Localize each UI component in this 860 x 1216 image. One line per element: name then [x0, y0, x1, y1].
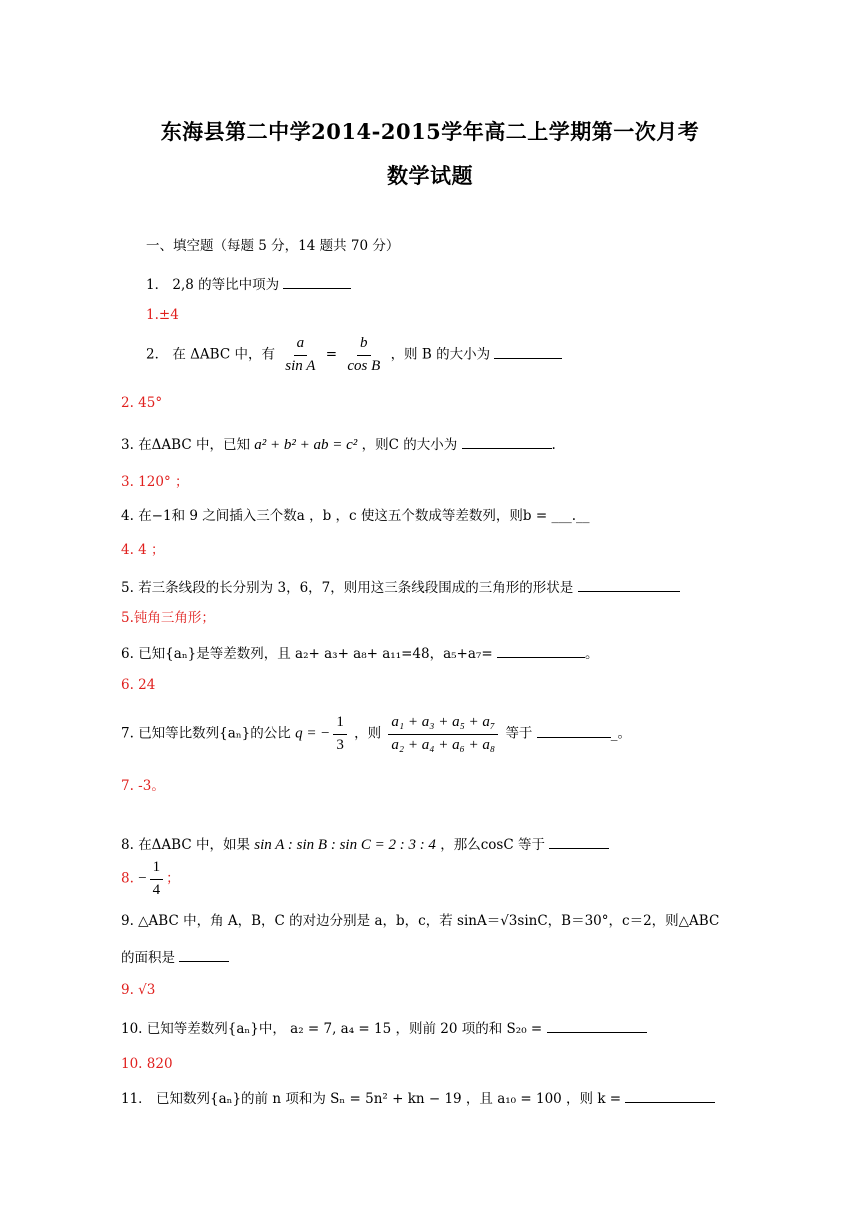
math-expression: a² + b² + ab = c² — [254, 437, 358, 453]
answer-8 — [121, 858, 180, 900]
answer-blank — [494, 344, 562, 359]
question-text: 在 ΔABC 中，有 — [172, 346, 275, 363]
math-expression: sin A : sin B : sin C = 2 : 3 : 4 — [254, 837, 436, 853]
answer-3: 3. 120° ； — [121, 474, 189, 490]
denominator: cos B — [347, 357, 381, 374]
question-number: 3. — [121, 437, 134, 453]
question-11 — [121, 1088, 715, 1107]
answer-blank — [625, 1088, 715, 1103]
question-text: ，则 B 的大小为 — [390, 346, 491, 363]
numerator: a₁ + a₃ + a₅ + a₇ — [388, 713, 498, 735]
denominator: a₂ + a₄ + a₆ + a₈ — [391, 736, 496, 753]
period: _。 — [610, 725, 631, 742]
fraction — [344, 334, 383, 376]
question-9-continued — [121, 947, 229, 966]
question-10 — [121, 1018, 647, 1037]
question-text: 等于 — [505, 725, 533, 742]
answer-blank — [549, 834, 609, 849]
fraction — [150, 858, 164, 900]
question-text: 在−1和 9 之间插入三个数a ，b ，c 使这五个数成等差数列，则b = — [138, 508, 548, 524]
answer-7: 7. -3。 — [121, 778, 165, 794]
question-text: 在ΔABC 中，如果 — [138, 837, 250, 853]
period: . — [551, 437, 556, 453]
period: 。 — [584, 646, 599, 662]
semicolon: ； — [166, 870, 180, 887]
question-text: 已知等差数列{aₙ}中， a₂ = 7, a₄ = 15 ，则前 20 项的和 S₂₀ = — [146, 1021, 543, 1037]
question-number: 4. — [121, 508, 134, 524]
question-4 — [121, 508, 589, 524]
question-text: 在ΔABC 中，已知 — [138, 437, 250, 453]
denominator: sin A — [285, 357, 316, 374]
math-expression: q = − — [295, 725, 331, 742]
question-text: ，那么cosC 等于 — [440, 837, 545, 853]
question-number: 11． — [121, 1091, 152, 1107]
question-7 — [121, 713, 631, 755]
answer-1: 1.±4 — [146, 307, 179, 323]
answer-blank — [179, 947, 229, 962]
page-title: 东海县第二中学2014-2015学年高二上学期第一次月考 — [160, 119, 700, 144]
numerator: b — [357, 334, 371, 356]
numerator: 1 — [150, 858, 164, 880]
denominator: 3 — [336, 736, 344, 753]
answer-blank — [537, 723, 611, 738]
answer-4: 4. 4 ； — [121, 542, 165, 558]
question-1 — [146, 274, 351, 293]
numerator: a — [294, 334, 308, 356]
question-number: 7. — [121, 725, 134, 742]
answer-5: 5.钝角三角形； — [121, 610, 215, 626]
question-text: 2,8 的等比中项为 — [172, 277, 280, 293]
answer-10: 10. 820 — [121, 1056, 173, 1072]
fraction — [282, 334, 318, 376]
question-number: 10. — [121, 1021, 143, 1037]
equals-sign: = — [325, 346, 338, 363]
answer-9: 9. √3 — [121, 982, 156, 998]
question-text: ，则C 的大小为 — [361, 437, 458, 453]
fraction — [388, 713, 498, 755]
question-text: 已知{aₙ}是等差数列，且 a₂+ a₃+ a₈+ a₁₁=48，a₅+a₇= — [138, 646, 493, 662]
answer-blank — [578, 577, 680, 592]
answer-blank — [547, 1018, 647, 1033]
question-6 — [121, 643, 598, 662]
answer-number: 8. — [121, 870, 134, 887]
answer-6: 6. 24 — [121, 677, 156, 693]
question-3 — [121, 434, 556, 454]
question-text: 若三条线段的长分别为 3，6，7，则用这三条线段围成的三角形的形状是 — [138, 580, 574, 596]
question-text: ，则 — [354, 725, 382, 742]
question-2 — [146, 334, 562, 376]
question-text: 已知等比数列{aₙ}的公比 — [138, 725, 291, 742]
answer-2: 2. 45° — [121, 395, 163, 411]
answer-blank: ___.__ — [551, 508, 590, 524]
question-8 — [121, 834, 609, 854]
section-heading: 一、填空题（每题 5 分，14 题共 70 分） — [146, 238, 400, 254]
fraction — [333, 713, 347, 755]
question-text: 已知数列{aₙ}的前 n 项和为 Sₙ = 5n² + kn − 19 ，且 a₁₀ = 100 ，则 k = — [155, 1091, 622, 1107]
answer-blank — [283, 274, 351, 289]
numerator: 1 — [333, 713, 347, 735]
page-subtitle: 数学试题 — [387, 163, 473, 188]
minus-sign: − — [138, 870, 147, 887]
question-number: 6. — [121, 646, 134, 662]
question-number: 1． — [146, 277, 169, 293]
denominator: 4 — [152, 881, 161, 898]
question-number: 2． — [146, 346, 169, 363]
question-5 — [121, 577, 680, 596]
question-number: 5. — [121, 580, 134, 596]
answer-blank — [462, 434, 552, 449]
answer-blank — [497, 643, 585, 658]
question-number: 8. — [121, 837, 134, 853]
question-9: 9. △ABC 中，角 A，B，C 的对边分别是 a，b，c，若 sinA＝√3sinC，B＝30°，c＝2，则△ABC — [121, 913, 720, 929]
question-text: 的面积是 — [121, 950, 175, 966]
